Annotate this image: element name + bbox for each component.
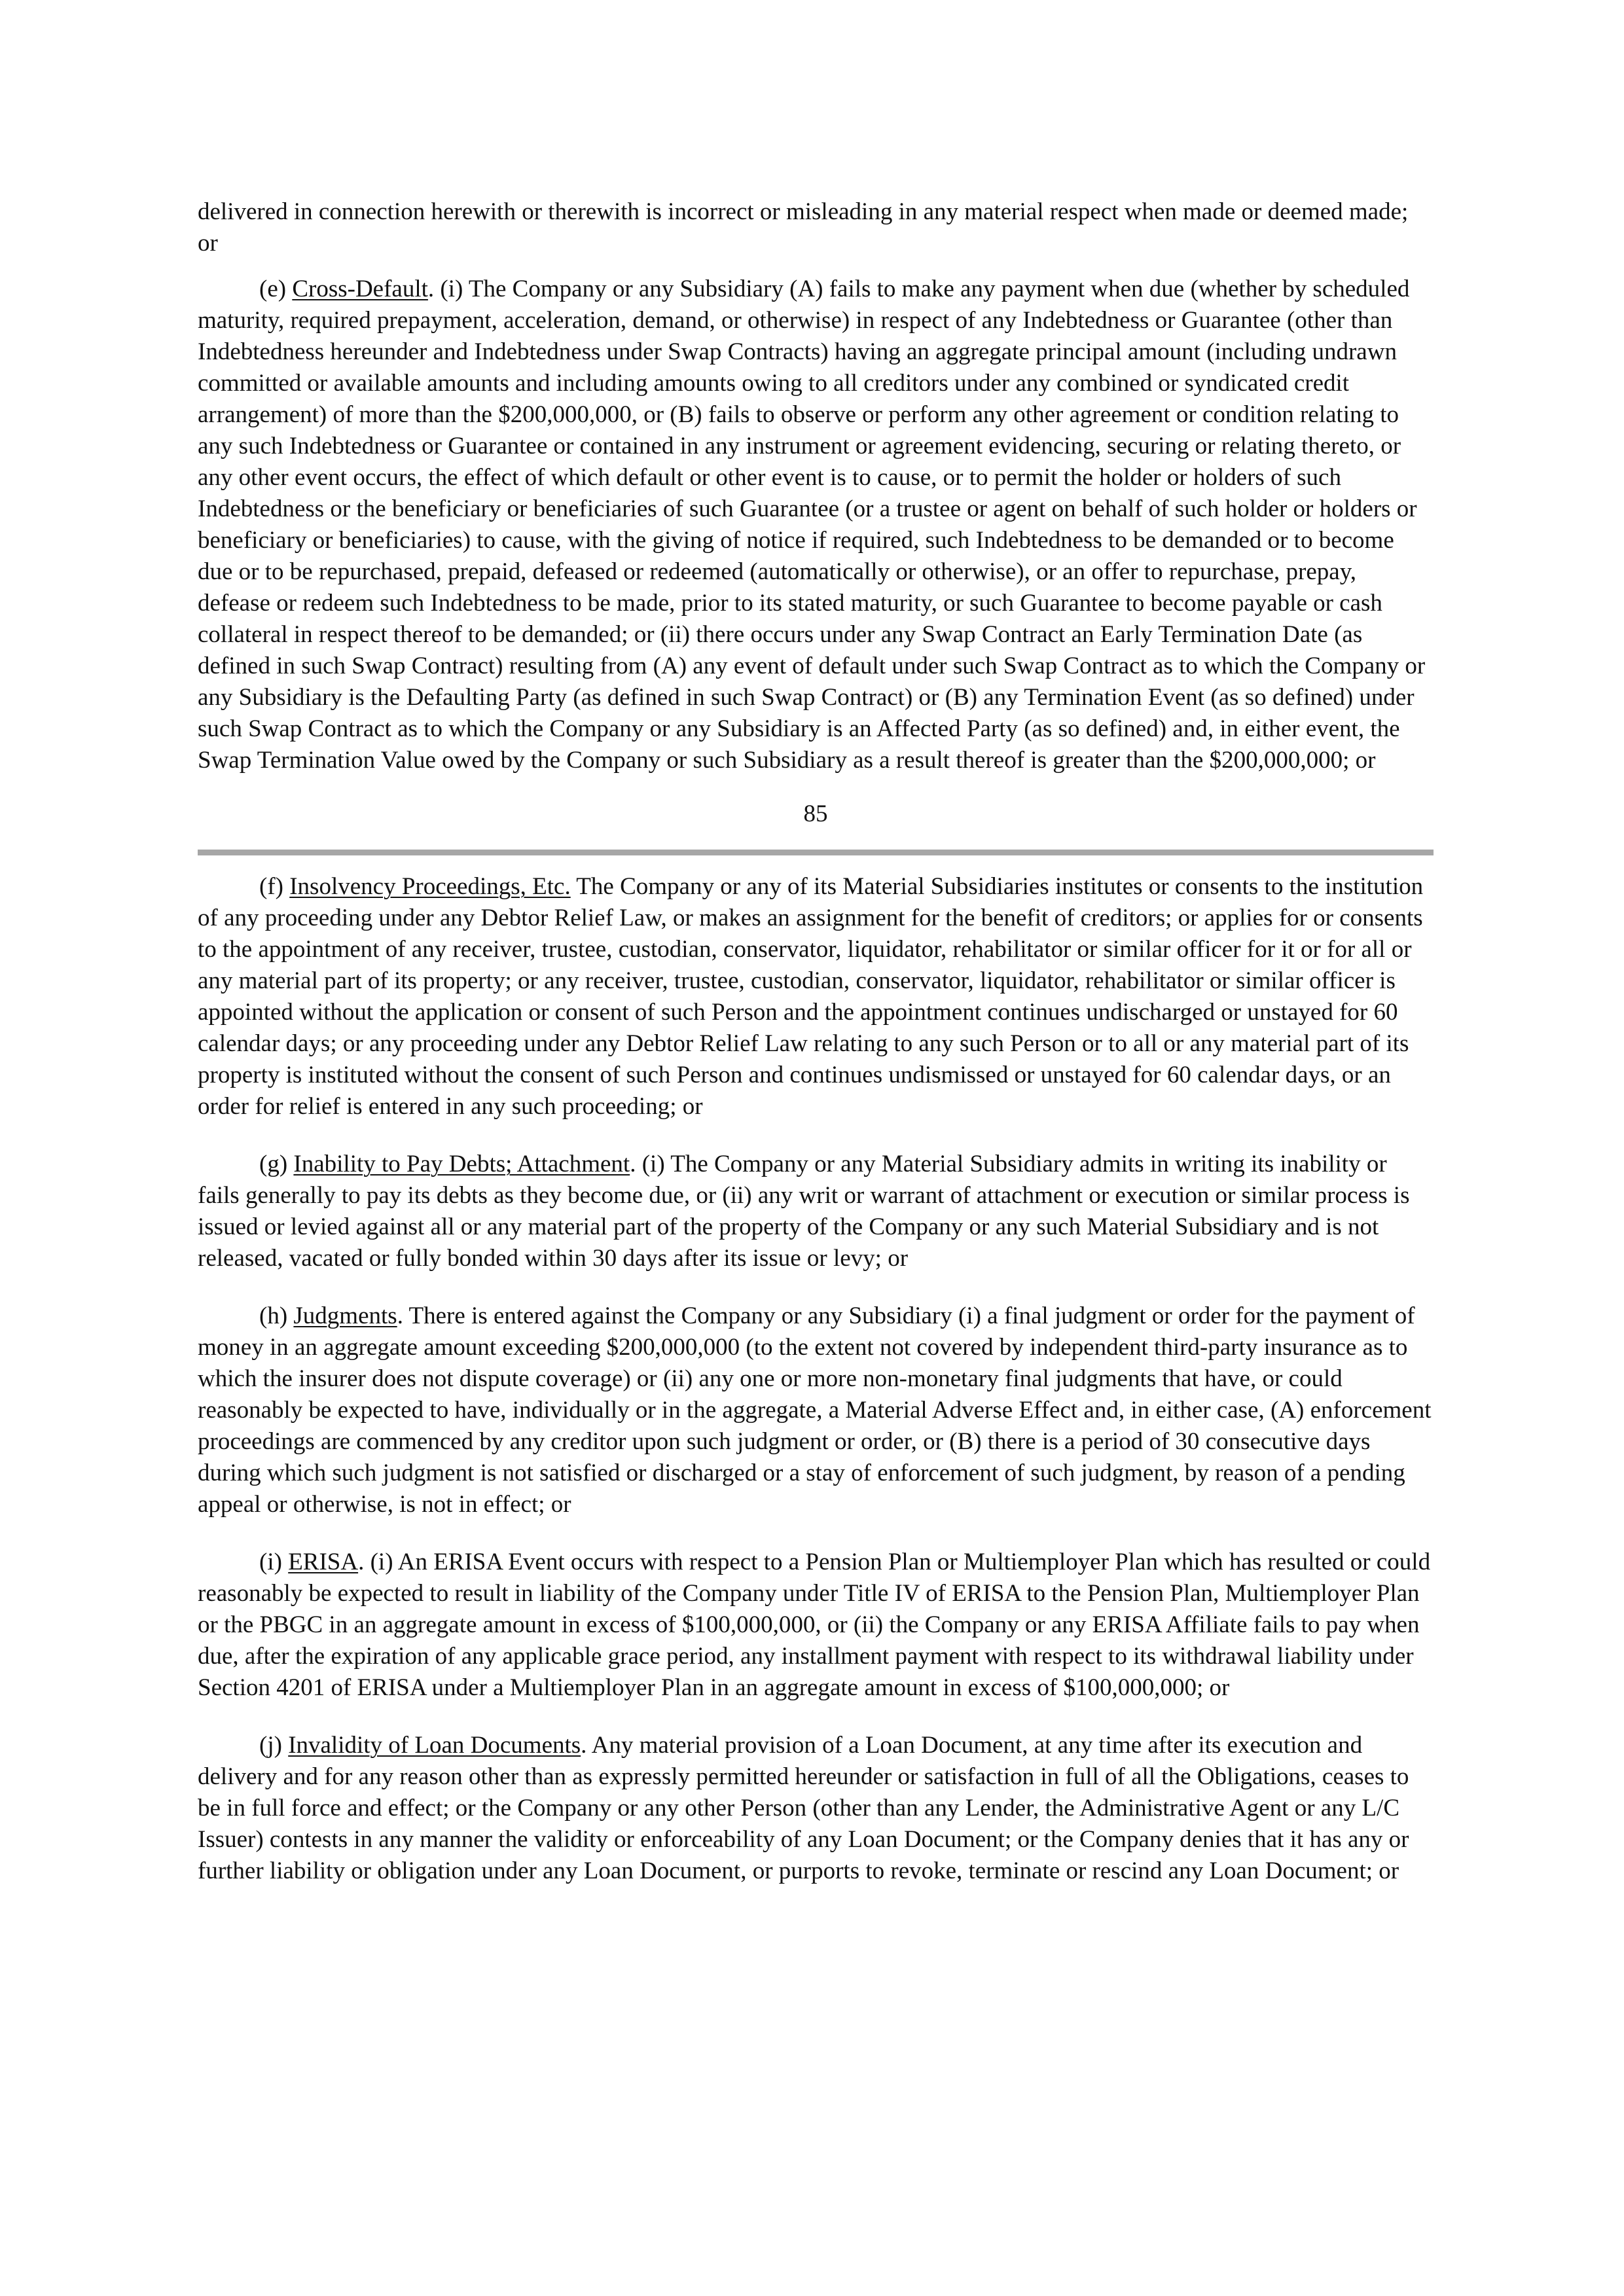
- section-h-label: (h): [259, 1302, 294, 1329]
- section-h-heading: Judgments: [293, 1302, 397, 1329]
- section-g-body: . (i) The Company or any Material Subsidiary admits in writing its inability or fails generally to pay its debts as they become due, or (ii) any writ or warrant of attachment or execution or similar process is issued or levied against all or any material part of the property of the Company or any such Material Subsidiary and is not released, vacated or fully bonded within 30 days after its issue or levy; or: [198, 1151, 1410, 1272]
- section-g-heading: Inability to Pay Debts; Attachment: [293, 1151, 630, 1177]
- document-page: [198, 196, 1434, 1887]
- page-break-divider: [198, 850, 1434, 855]
- page-number: 85: [803, 800, 828, 827]
- section-f-body: The Company or any of its Material Subsidiaries institutes or consents to the institution of any proceeding under any Debtor Relief Law, or makes an assignment for the benefit of creditors; or applies for or consents to the appointment of any receiver, trustee, custodian, conservator, liquidator, rehabilitator or similar officer for it or for all or any material part of its property; or any receiver, trustee, custodian, conservator, liquidator, rehabilitator or similar officer is appointed without the application or consent of such Person and the appointment continues undischarged or unstayed for 60 calendar days; or any proceeding under any Debtor Relief Law relating to any such Person or to all or any material part of its property is instituted without the consent of such Person and continues undismissed or unstayed for 60 calendar days, or an order for relief is entered in any such proceeding; or: [198, 873, 1424, 1120]
- section-i-label: (i): [259, 1549, 289, 1575]
- section-e-body: . (i) The Company or any Subsidiary (A) fails to make any payment when due (whether by scheduled maturity, required prepayment, acceleration, demand, or otherwise) in respect of any Indebtedness or Guarantee (other than Indebtedness hereunder and Indebtedness under Swap Contracts) having an aggregate principal amount (including undrawn committed or available amounts and including amounts owing to all creditors under any combined or syndicated credit arrangement) of more than the $200,000,000, or (B) fails to observe or perform any other agreement or condition relating to any such Indebtedness or Guarantee or contained in any instrument or agreement evidencing, securing or relating thereto, or any other event occurs, the effect of which default or other event is to cause, or to permit the holder or holders of such Indebtedness or the beneficiary or beneficiaries of such Guarantee (or a trustee or agent on behalf of such holder or holders or beneficiary or beneficiaries) to cause, with the giving of notice if required, such Indebtedness to be demanded or to become due or to be repurchased, prepaid, defeased or redeemed (automatically or otherwise), or an offer to repurchase, prepay, defease or redeem such Indebtedness to be made, prior to its stated maturity, or such Guarantee to become payable or cash collateral in respect thereof to be demanded; or (ii) there occurs under any Swap Contract an Early Termination Date (as defined in such Swap Contract) resulting from (A) any event of default under such Swap Contract as to which the Company or any Subsidiary is the Defaulting Party (as defined in such Swap Contract) or (B) any Termination Event (as so defined) under such Swap Contract as to which the Company or any Subsidiary is an Affected Party (as so defined) and, in either event, the Swap Termination Value owed by the Company or such Subsidiary as a result thereof is greater than the $200,000,000; or: [198, 276, 1426, 774]
- section-f-label: (f): [259, 873, 290, 900]
- section-h-judgments: [198, 1300, 1434, 1520]
- section-g-inability-to-pay: [198, 1149, 1434, 1274]
- section-i-body: . (i) An ERISA Event occurs with respect to a Pension Plan or Multiemployer Plan which has resulted or could reasonably be expected to result in liability of the Company under Title IV of ERISA to the Pension Plan, Multiemployer Plan or the PBGC in an aggregate amount in excess of $100,000,000, or (ii) the Company or any ERISA Affiliate fails to pay when due, after the expiration of any applicable grace period, any installment payment with respect to its withdrawal liability under Section 4201 of ERISA under a Multiemployer Plan in an aggregate amount in excess of $100,000,000; or: [198, 1549, 1431, 1701]
- section-e-heading: Cross-Default: [292, 276, 428, 302]
- section-f-heading: Insolvency Proceedings, Etc.: [289, 873, 571, 900]
- section-j-heading: Invalidity of Loan Documents: [288, 1732, 581, 1759]
- section-j-invalidity: [198, 1730, 1434, 1887]
- section-e-label: (e): [259, 276, 293, 302]
- section-i-erisa: [198, 1547, 1434, 1704]
- section-e-cross-default: [198, 274, 1434, 776]
- section-g-label: (g): [259, 1151, 294, 1177]
- continuation-paragraph: delivered in connection herewith or therewith is incorrect or misleading in any material respect when made or deemed made; or: [198, 198, 1409, 257]
- section-h-body: . There is entered against the Company or any Subsidiary (i) a final judgment or order for the payment of money in an aggregate amount exceeding $200,000,000 (to the extent not covered by independent third-party insurance as to which the insurer does not dispute coverage) or (ii) any one or more non-monetary final judgments that have, or could reasonably be expected to have, individually or in the aggregate, a Material Adverse Effect and, in either case, (A) enforcement proceedings are commenced by any creditor upon such judgment or order, or (B) there is a period of 30 consecutive days during which such judgment is not satisfied or discharged or a stay of enforcement of such judgment, by reason of a pending appeal or otherwise, is not in effect; or: [198, 1302, 1432, 1518]
- section-i-heading: ERISA: [288, 1549, 359, 1575]
- section-j-body: . Any material provision of a Loan Document, at any time after its execution and delivery and for any reason other than as expressly permitted hereunder or satisfaction in full of all the Obligations, ceases to be in full force and effect; or the Company or any other Person (other than any Lender, the Administrative Agent or any L/C Issuer) contests in any manner the validity or enforceability of any Loan Document; or the Company denies that it has any or further liability or obligation under any Loan Document, or purports to revoke, terminate or rescind any Loan Document; or: [198, 1732, 1409, 1884]
- section-f-insolvency: [198, 871, 1434, 1122]
- section-j-label: (j): [259, 1732, 289, 1759]
